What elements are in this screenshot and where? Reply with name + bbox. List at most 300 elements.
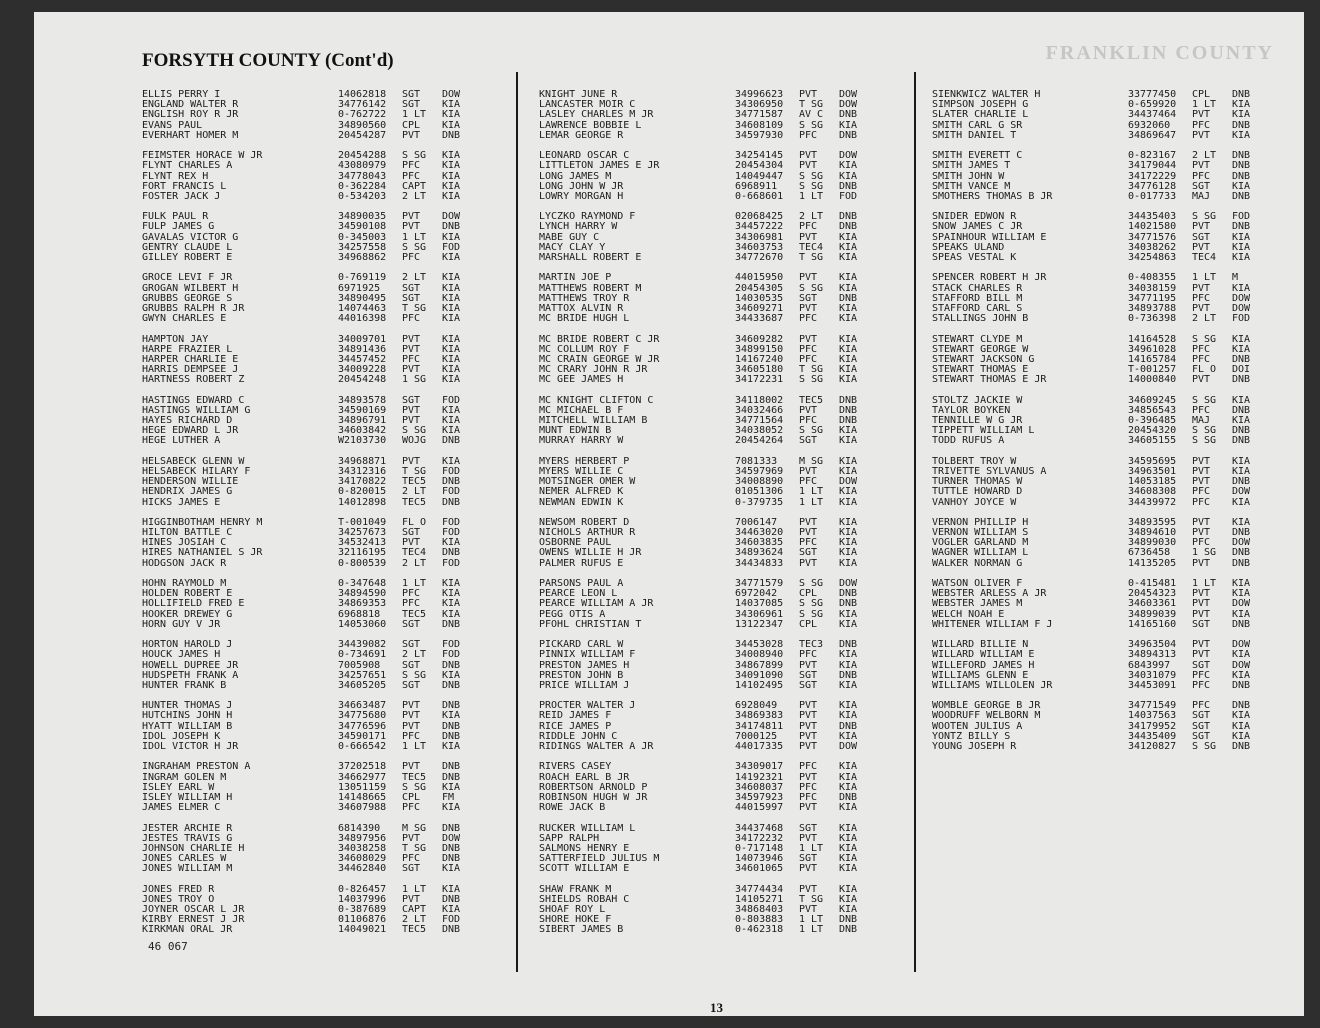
roster-row — [539, 161, 873, 171]
roster-group — [142, 273, 476, 324]
status-code: KIA — [442, 374, 461, 386]
soldier-name: GILLEY ROBERT E — [142, 253, 233, 263]
soldier-name: ELLIS PERRY I — [142, 90, 221, 100]
soldier-name: GRUBBS GEORGE S — [142, 293, 233, 304]
soldier-name: HEGE LUTHER A — [142, 436, 221, 447]
soldier-name: SMITH JAMES T — [932, 161, 1011, 172]
rank: TEC5 — [402, 608, 427, 620]
service-number: 34091090 — [735, 669, 784, 681]
roster-row — [539, 559, 873, 569]
status-code: DNB — [1232, 160, 1251, 172]
service-number: 34609271 — [735, 302, 784, 314]
service-number: 34609245 — [1128, 394, 1177, 406]
soldier-name: TUTTLE HOWARD D — [932, 487, 1023, 498]
soldier-name: WELCH NOAH E — [932, 609, 1005, 620]
status-code: FOD — [442, 557, 461, 569]
roster-row — [142, 518, 476, 528]
rank: PVT — [1192, 455, 1211, 467]
rank: SGT — [799, 822, 818, 834]
rank: S SG — [1192, 333, 1217, 345]
roster-row — [932, 345, 1266, 355]
service-number: 34590108 — [338, 221, 387, 233]
service-number: 34899039 — [1128, 608, 1177, 620]
soldier-name: LANCASTER MOIR C — [539, 100, 636, 111]
service-number: 0-666542 — [338, 741, 387, 752]
service-number: 20454320 — [1128, 425, 1177, 437]
service-number: 34437464 — [1128, 109, 1177, 121]
soldier-name: OWENS WILLIE H JR — [539, 548, 642, 559]
soldier-name: SPEAKS ULAND — [932, 242, 1005, 253]
service-number: 43080979 — [338, 160, 387, 172]
status-code: DNB — [1232, 170, 1251, 182]
service-number: 34893788 — [1128, 302, 1177, 314]
status-code: KIA — [442, 109, 461, 121]
soldier-name: MC MICHAEL B F — [539, 405, 624, 416]
soldier-name: STEWART JACKSON G — [932, 354, 1035, 365]
rank: 1 SG — [402, 374, 427, 386]
soldier-name: VERNON WILLIAM S — [932, 528, 1029, 539]
rank: 1 LT — [799, 486, 824, 498]
soldier-name: ISLEY WILLIAM H — [142, 792, 233, 803]
service-number: 0-387689 — [338, 904, 387, 915]
service-number: 0-362284 — [338, 180, 387, 192]
soldier-name: PFOHL CHRISTIAN T — [539, 619, 642, 630]
service-number: 34032466 — [735, 404, 784, 416]
service-number: 34603842 — [338, 425, 387, 437]
soldier-name: FLYNT CHARLES A — [142, 161, 233, 172]
status-code: FOD — [442, 516, 461, 528]
service-number: 14000840 — [1128, 374, 1177, 386]
soldier-name: SLATER CHARLIE L — [932, 110, 1029, 121]
roster-row — [932, 161, 1266, 171]
roster-row — [932, 436, 1266, 446]
rank: CPL — [402, 791, 421, 803]
status-code: KIA — [1232, 180, 1251, 192]
status-code: KIA — [1232, 465, 1251, 477]
rank: PVT — [402, 211, 421, 223]
service-number: 34968871 — [338, 455, 387, 467]
soldier-name: MC KNIGHT CLIFTON C — [539, 395, 654, 406]
soldier-name: LONG JOHN W JR — [539, 181, 624, 192]
rank: T SG — [799, 364, 824, 376]
rank: PVT — [402, 343, 421, 355]
rank: PVT — [402, 893, 421, 905]
status-code: KIA — [839, 231, 858, 243]
rank: TEC4 — [799, 241, 824, 253]
rank: PVT — [402, 537, 421, 549]
soldier-name: SMOTHERS THOMAS B JR — [932, 191, 1053, 202]
rank: S SG — [799, 425, 824, 437]
soldier-name: RICE JAMES P — [539, 721, 612, 732]
soldier-name: RUCKER WILLIAM L — [539, 823, 636, 834]
status-code: KIA — [442, 537, 461, 549]
service-number: 6928049 — [735, 700, 778, 712]
status-code: DNB — [442, 822, 461, 834]
service-number: 14165160 — [1128, 618, 1177, 630]
service-number: 20454264 — [735, 435, 784, 447]
document-code: 46 067 — [148, 940, 188, 953]
roster-row — [539, 396, 873, 406]
roster-group — [932, 212, 1266, 263]
rank: S SG — [799, 170, 824, 182]
roster-row — [539, 294, 873, 304]
service-number: 34435409 — [1128, 730, 1177, 742]
rank: PFC — [1192, 496, 1211, 508]
soldier-name: LASLEY CHARLES M JR — [539, 110, 654, 121]
roster-row — [539, 375, 873, 385]
rank: 2 LT — [799, 211, 824, 223]
service-number: 14164528 — [1128, 333, 1177, 345]
service-number: 34434833 — [735, 557, 784, 569]
roster-row — [142, 671, 476, 681]
rank: PVT — [1192, 282, 1211, 294]
service-number: 34031079 — [1128, 669, 1177, 681]
soldier-name: GWYN CHARLES E — [142, 314, 227, 325]
status-code: DOW — [839, 476, 858, 488]
service-number: 34172232 — [735, 832, 784, 844]
service-number: 14053185 — [1128, 476, 1177, 488]
roster-row — [932, 610, 1266, 620]
roster-group — [932, 640, 1266, 691]
service-number: 34771587 — [735, 109, 784, 121]
roster-row — [142, 783, 476, 793]
rank: SGT — [799, 547, 818, 559]
soldier-name: HOLDEN ROBERT E — [142, 589, 233, 600]
status-code: KIA — [839, 465, 858, 477]
soldier-name: MITCHELL WILLIAM B — [539, 416, 648, 426]
status-code: DOW — [839, 578, 858, 589]
soldier-name: HOHN RAYMOLD M — [142, 579, 227, 589]
status-code: KIA — [839, 282, 858, 294]
service-number: 20454304 — [735, 160, 784, 172]
status-code: KIA — [442, 802, 461, 814]
rank: M SG — [402, 822, 427, 834]
rank: SGT — [402, 679, 421, 691]
soldier-name: KIRBY ERNEST J JR — [142, 915, 245, 926]
rank: SGT — [402, 99, 421, 111]
service-number: 34306981 — [735, 231, 784, 243]
rank: S SG — [1192, 435, 1217, 447]
soldier-name: LEONARD OSCAR C — [539, 151, 630, 162]
roster-row — [539, 253, 873, 263]
roster-row — [539, 661, 873, 671]
soldier-name: SAPP RALPH — [539, 833, 600, 844]
soldier-name: TAYLOR BOYKEN — [932, 405, 1011, 416]
rank: TEC5 — [799, 394, 824, 406]
soldier-name: HUNTER FRANK B — [142, 680, 227, 691]
roster-group — [539, 518, 873, 569]
status-code: KIA — [442, 588, 461, 600]
service-number: 34435403 — [1128, 211, 1177, 223]
status-code: KIA — [839, 241, 858, 253]
status-code: DOW — [1232, 486, 1251, 498]
service-number: 34771579 — [735, 578, 784, 589]
roster-row — [539, 121, 873, 131]
roster-group — [932, 518, 1266, 569]
rank: PVT — [1192, 608, 1211, 620]
status-code: FM — [442, 791, 455, 803]
service-number: 14021580 — [1128, 221, 1177, 233]
roster-row — [932, 314, 1266, 324]
roster-row — [932, 233, 1266, 243]
status-code: KIA — [442, 333, 461, 345]
status-code: FOD — [1232, 211, 1251, 223]
service-number: 34868403 — [735, 904, 784, 915]
soldier-name: WOOTEN JULIUS A — [932, 721, 1023, 732]
status-code: KIA — [1232, 241, 1251, 253]
rank: CPL — [799, 618, 818, 630]
service-number: 34309017 — [735, 761, 784, 773]
soldier-name: STAFFORD CARL S — [932, 303, 1023, 314]
service-number: 34038258 — [338, 842, 387, 854]
roster-row — [539, 335, 873, 345]
status-code: KIA — [839, 883, 858, 895]
rank: PFC — [799, 129, 818, 141]
service-number: 0-826457 — [338, 883, 387, 895]
rank: T SG — [799, 252, 824, 263]
roster-row — [539, 701, 873, 711]
rank: PFC — [799, 353, 818, 365]
status-code: KIA — [442, 272, 461, 284]
status-code: KIA — [839, 822, 858, 834]
roster-row — [539, 671, 873, 681]
rank: 1 SG — [1192, 547, 1217, 559]
service-number: 34869383 — [735, 710, 784, 722]
soldier-name: HARPER CHARLIE E — [142, 354, 239, 365]
rank: 1 LT — [799, 914, 824, 926]
soldier-name: JONES TROY O — [142, 894, 215, 905]
status-code: KIA — [442, 343, 461, 355]
rank: S SG — [799, 119, 824, 131]
rank: S SG — [799, 608, 824, 620]
roster-row — [932, 722, 1266, 732]
roster-row — [932, 701, 1266, 711]
status-code: DNB — [1232, 476, 1251, 488]
soldier-name: TODD RUFUS A — [932, 436, 1005, 447]
soldier-name: HIRES NATHANIEL S JR — [142, 548, 263, 559]
rank: PVT — [1192, 476, 1211, 488]
status-code: KIA — [442, 781, 461, 793]
roster-group — [932, 151, 1266, 202]
service-number: 34038052 — [735, 425, 784, 437]
status-code: DNB — [1232, 547, 1251, 559]
status-code: KIA — [839, 313, 858, 325]
soldier-name: ROACH EARL B JR — [539, 772, 630, 783]
soldier-name: MARSHALL ROBERT E — [539, 253, 642, 263]
rank: WOJG — [402, 435, 427, 447]
service-number: 7081333 — [735, 455, 778, 467]
status-code: KIA — [1232, 455, 1251, 467]
soldier-name: LYNCH HARRY W — [539, 222, 618, 233]
rank: PFC — [1192, 353, 1211, 365]
rank: PVT — [402, 364, 421, 376]
status-code: DOW — [1232, 537, 1251, 549]
rank: PVT — [402, 415, 421, 426]
soldier-name: INGRAM GOLEN M — [142, 772, 227, 783]
status-code: DOW — [839, 99, 858, 111]
roster-row — [932, 284, 1266, 294]
rank: TEC5 — [402, 924, 427, 936]
soldier-name: MATTOX ALVIN R — [539, 303, 624, 314]
status-code: FOD — [442, 639, 461, 651]
roster-group — [932, 90, 1266, 141]
rank: PVT — [1192, 160, 1211, 172]
soldier-name: WEBSTER ARLESS A JR — [932, 589, 1047, 600]
rank: 1 LT — [1192, 578, 1217, 589]
status-code: KIA — [442, 608, 461, 620]
status-code: DOI — [1232, 364, 1251, 376]
soldier-name: HEGE EDWARD L JR — [142, 426, 239, 437]
status-code: DNB — [442, 730, 461, 742]
status-code: KIA — [839, 730, 858, 742]
rank: TEC5 — [402, 476, 427, 488]
service-number: 34776596 — [338, 720, 387, 732]
status-code: DNB — [442, 659, 461, 671]
roster-row — [932, 131, 1266, 141]
roster-row — [539, 742, 873, 752]
soldier-name: IDOL JOSEPH K — [142, 731, 221, 742]
status-code: DNB — [1232, 618, 1251, 630]
rank: PVT — [402, 710, 421, 722]
soldier-name: PICKARD CARL W — [539, 640, 624, 651]
roster-row — [142, 711, 476, 721]
roster-row — [142, 722, 476, 732]
soldier-name: MUNT EDWIN B — [539, 426, 612, 437]
service-number: 34009701 — [338, 333, 387, 345]
soldier-name: SHORE HOKE F — [539, 915, 612, 926]
service-number: 20454287 — [338, 129, 387, 141]
service-number: 34532413 — [338, 537, 387, 549]
status-code: KIA — [839, 119, 858, 131]
status-code: DNB — [442, 435, 461, 447]
service-number: 6932060 — [1128, 119, 1171, 131]
service-number: 0-347648 — [338, 578, 387, 589]
rank: 2 LT — [1192, 313, 1217, 325]
rank: PVT — [799, 904, 818, 915]
status-code: KIA — [839, 832, 858, 844]
roster-group — [142, 579, 476, 630]
service-number: 34662977 — [338, 771, 387, 783]
roster-group — [142, 457, 476, 508]
soldier-name: HUNTER THOMAS J — [142, 701, 233, 712]
roster-row — [539, 579, 873, 589]
rank: PVT — [1192, 527, 1211, 539]
roster-row — [932, 742, 1266, 752]
soldier-name: TOLBERT TROY W — [932, 456, 1017, 467]
status-code: KIA — [442, 99, 461, 111]
soldier-name: LAWRENCE BOBBIE L — [539, 120, 642, 131]
rank: T SG — [799, 893, 824, 905]
soldier-name: HARRIS DEMPSEE J — [142, 365, 239, 376]
roster-row — [539, 803, 873, 813]
rank: TEC3 — [799, 639, 824, 651]
rank: PVT — [799, 863, 818, 875]
service-number: 34457452 — [338, 353, 387, 365]
roster-group — [142, 762, 476, 813]
soldier-name: HINES JOSIAH C — [142, 538, 227, 549]
status-code: KIA — [839, 649, 858, 661]
status-code: KIA — [1232, 608, 1251, 620]
roster-group — [142, 90, 476, 141]
rank: 2 LT — [402, 272, 427, 284]
service-number: 34172231 — [735, 374, 784, 386]
soldier-name: SHIELDS ROBAH C — [539, 894, 630, 905]
soldier-name: NEWSOM ROBERT D — [539, 517, 630, 528]
soldier-name: ROBERTSON ARNOLD P — [539, 782, 648, 793]
status-code: KIA — [839, 516, 858, 528]
rank: CPL — [402, 119, 421, 131]
roster-row — [932, 487, 1266, 497]
service-number: 14167240 — [735, 353, 784, 365]
rank: S SG — [1192, 741, 1217, 752]
roster-group — [932, 457, 1266, 508]
service-number: 34312316 — [338, 465, 387, 477]
service-number: 34894610 — [1128, 527, 1177, 539]
service-number: 13051159 — [338, 781, 387, 793]
roster-row — [142, 375, 476, 385]
soldier-name: MC BRIDE HUGH L — [539, 314, 630, 325]
rank: PVT — [1192, 588, 1211, 600]
roster-row — [142, 559, 476, 569]
status-code: DNB — [839, 720, 858, 732]
roster-row — [932, 650, 1266, 660]
soldier-name: MABE GUY C — [539, 232, 600, 243]
roster-row — [932, 182, 1266, 192]
rank: AV C — [799, 109, 824, 121]
service-number: 14037085 — [735, 598, 784, 610]
roster-row — [539, 518, 873, 528]
soldier-name: VANHOY JOYCE W — [932, 497, 1017, 508]
soldier-name: PRESTON JAMES H — [539, 660, 630, 671]
roster-row — [142, 355, 476, 365]
soldier-name: JESTES TRAVIS G — [142, 833, 233, 844]
status-code: DNB — [1232, 353, 1251, 365]
status-code: KIA — [839, 425, 858, 437]
service-number: 34008890 — [735, 476, 784, 488]
service-number: 0-717148 — [735, 842, 784, 854]
status-code: KIA — [442, 578, 461, 589]
status-code: FOD — [442, 486, 461, 498]
service-number: 34257558 — [338, 241, 387, 253]
roster-row — [142, 161, 476, 171]
roster-row — [142, 90, 476, 100]
status-code: DNB — [839, 129, 858, 141]
status-code: KIA — [839, 802, 858, 814]
roster-row — [142, 192, 476, 202]
rank: 1 LT — [799, 190, 824, 202]
status-code: FOD — [442, 394, 461, 406]
soldier-name: NICHOLS ARTHUR R — [539, 528, 636, 539]
service-number: 44015950 — [735, 272, 784, 284]
service-number: 34118002 — [735, 394, 784, 406]
service-number: 34867899 — [735, 659, 784, 671]
soldier-name: MURRAY HARRY W — [539, 436, 624, 447]
roster-row — [539, 783, 873, 793]
status-code: DNB — [1232, 374, 1251, 386]
roster-row — [932, 681, 1266, 691]
roster-row — [539, 844, 873, 854]
roster-row — [539, 732, 873, 742]
roster-row — [932, 548, 1266, 558]
rank: TEC5 — [402, 771, 427, 783]
service-number: 0-800539 — [338, 557, 387, 569]
roster-group — [539, 701, 873, 752]
soldier-name: WALKER NORMAN G — [932, 558, 1023, 569]
status-code: DNB — [1232, 404, 1251, 416]
roster-row — [539, 640, 873, 650]
service-number: 20454305 — [735, 282, 784, 294]
rank: PFC — [1192, 292, 1211, 304]
